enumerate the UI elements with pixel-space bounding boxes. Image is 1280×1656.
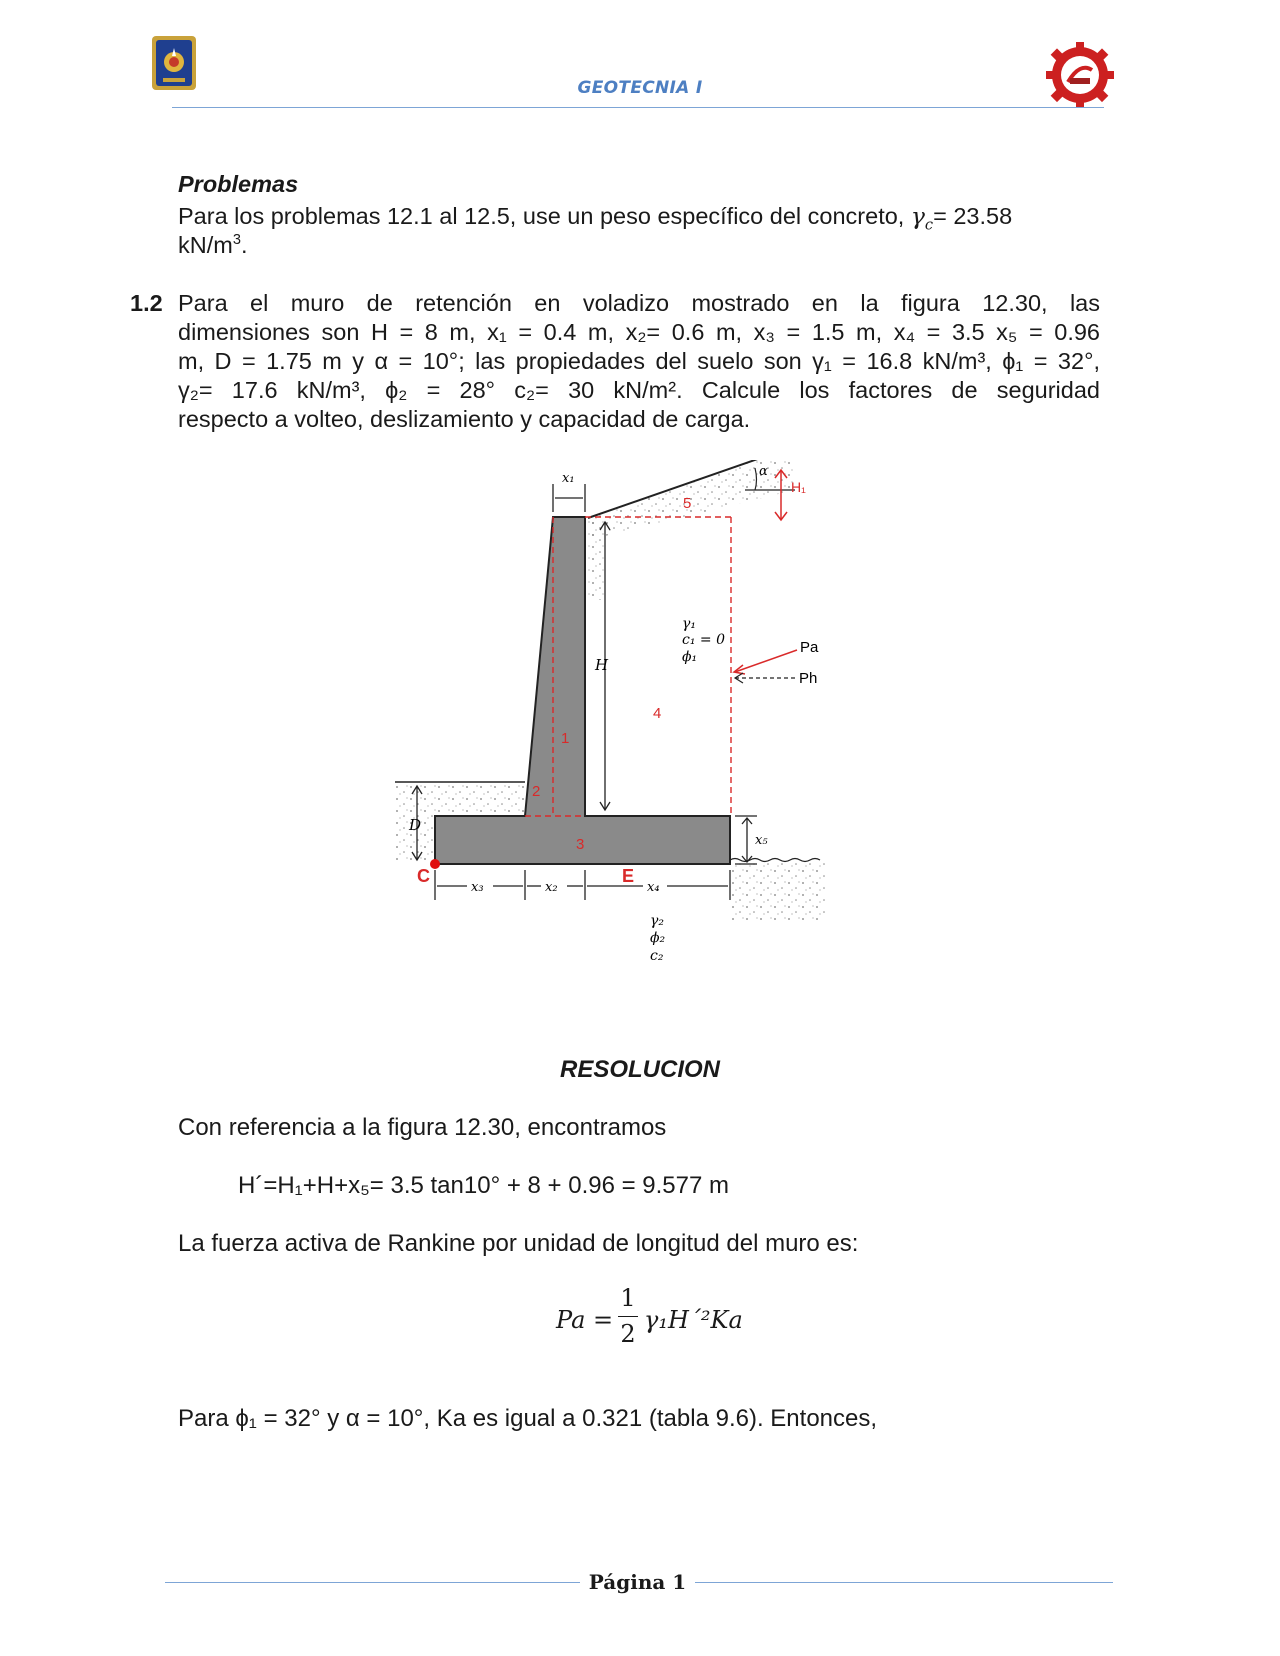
problem-line: γ₂= 17.6 kN/m³, ϕ₂ = 28° c₂= 30 kN/m². Calcule los factores de seguridad — [178, 377, 1100, 403]
resolution-line-b: H´=H₁+H+x₅= 3.5 tan10° + 8 + 0.96 = 9.577 m — [238, 1172, 730, 1199]
rankine-formula — [556, 1284, 756, 1354]
problem-line: Para el muro de retención en voladizo mostrado en la figura 12.30, las — [178, 290, 1100, 316]
problem-statement — [130, 289, 1100, 432]
dim-x3-label: x₃ — [471, 880, 484, 895]
header-title: GEOTECNIA I — [577, 78, 703, 98]
problemas-intro: Para los problemas 12.1 al 12.5, use un peso específico del concreto, $\gamma_c= 23.58$ $kN/m^3$. — [178, 202, 1013, 258]
base-soil-right — [730, 860, 825, 920]
dim-x1-label: x₁ — [562, 471, 575, 486]
formula-fraction-bar — [618, 1316, 638, 1317]
resolution-heading: RESOLUCION — [559, 1056, 720, 1083]
formula-rhs: γ₁H´²Ka — [644, 1306, 743, 1334]
resolution-line-a: Con referencia a la figura 12.30, encontramos — [178, 1114, 667, 1141]
region-label-4: 4 — [653, 705, 662, 722]
resolution-line-d: Para ϕ₁ = 32° y α = 10°, Ka es igual a 0.321 (tabla 9.6). Entonces, — [178, 1405, 878, 1432]
problemas-heading: Problemas — [178, 171, 299, 197]
phi2-label: ϕ₂ — [650, 930, 666, 946]
region-label-2: 2 — [532, 783, 541, 800]
alpha-label: α — [759, 464, 768, 479]
footer-rule-left — [165, 1582, 580, 1583]
faculty-gear-logo — [1040, 40, 1120, 110]
c1-label: c₁ = 0 — [682, 632, 725, 648]
problem-line: respecto a volteo, deslizamiento y capacidad de carga. — [178, 406, 751, 432]
region-label-3: 3 — [576, 836, 585, 853]
Ph-label: Ph — [799, 670, 818, 687]
dim-x4-label: x₄ — [647, 880, 660, 895]
gamma1-label: γ₁ — [682, 616, 696, 632]
formula-lhs: Pa = — [556, 1306, 614, 1334]
backfill-soil-edge — [588, 520, 606, 600]
point-C-marker — [430, 859, 440, 869]
dim-x2-label: x₂ — [545, 880, 558, 895]
Pa-label: Pa — [800, 639, 819, 656]
dim-D-label: D — [409, 816, 422, 834]
point-E-label: E — [622, 866, 635, 886]
problem-number: 1.2 — [130, 290, 163, 316]
H1-label: H₁ — [791, 479, 806, 495]
resolution-line-c: La fuerza activa de Rankine por unidad de longitud del muro es: — [178, 1230, 859, 1257]
problem-line: m, D = 1.75 m y α = 10°; las propiedades del suelo son γ₁ = 16.8 kN/m³, ϕ₁ = 32°, — [178, 348, 1100, 374]
dim-x5-label: x₅ — [755, 833, 768, 848]
region-label-5: 5 — [683, 495, 692, 512]
page-number: Página 1 — [588, 1570, 687, 1594]
region-label-1: 1 — [561, 730, 570, 747]
Pa-arrow — [735, 650, 797, 672]
footer-rule-right — [695, 1582, 1113, 1583]
header-rule — [172, 107, 1104, 108]
formula-numerator: 1 — [620, 1284, 636, 1312]
gamma2-label: γ₂ — [650, 913, 664, 929]
phi1-label: ϕ₁ — [682, 649, 698, 665]
point-C-label: C — [417, 866, 430, 886]
c2-label: c₂ — [650, 948, 664, 964]
problem-line: dimensiones son H = 8 m, x₁ = 0.4 m, x₂= 0.6 m, x₃ = 1.5 m, x₄ = 3.5 x₅ = 0.96 — [178, 319, 1100, 345]
dim-H-label: H — [595, 656, 609, 674]
retaining-wall-figure — [395, 460, 875, 1030]
formula-denominator: 2 — [620, 1320, 636, 1348]
